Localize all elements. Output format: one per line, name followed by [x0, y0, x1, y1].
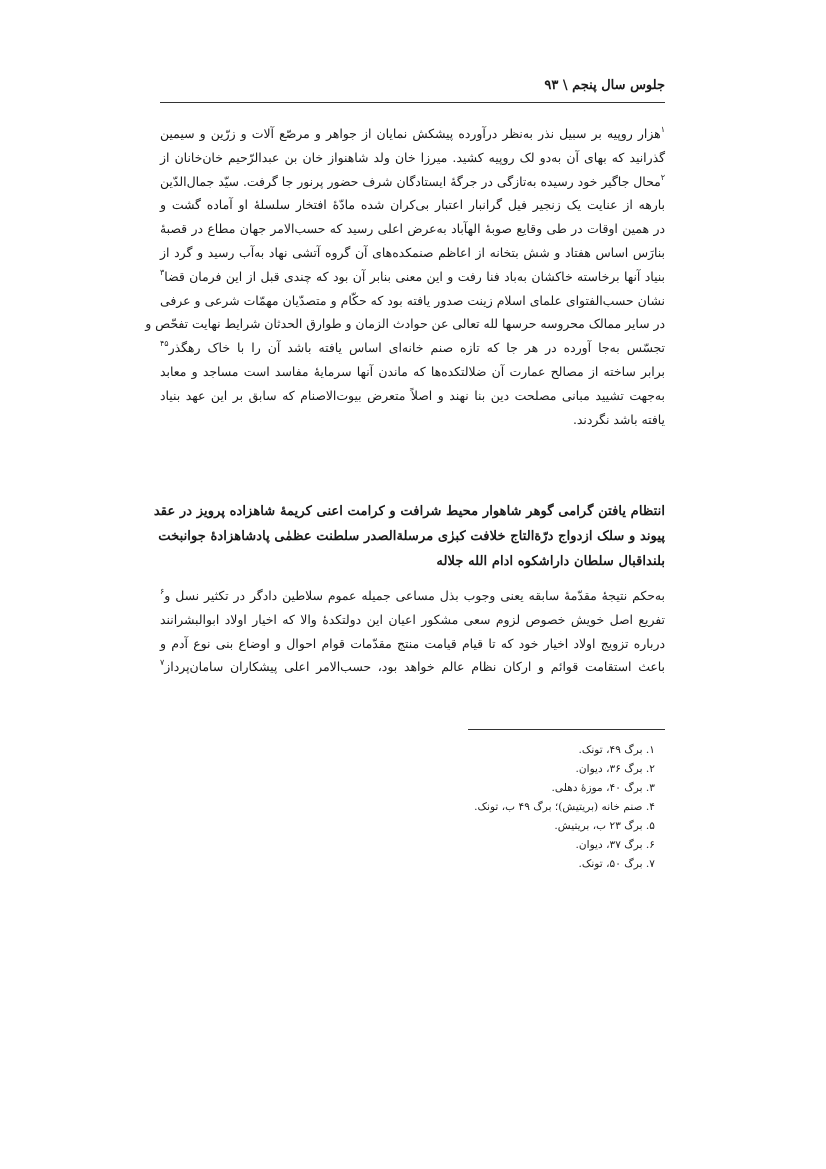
footnote-item: ۴. صنم خانه (بریتیش)؛ برگ ۴۹ ب، تونک. [474, 801, 655, 813]
text-line: در سایر ممالک محروسه حرسها لله تعالی عن حوادث الزمان و طوارق الحدثان شرایط نهایت تفحّص و [145, 316, 665, 332]
text-line: برابر ساخته از مصالح عمارت آن ضلالتکده‌ها که ماندن آنها سرمایهٔ مفاسد است مساجد و معابد [160, 363, 665, 379]
text-line: تفریع اصل خویش خصوص لزوم سعی مشکور اعیان این دولتکدهٔ والا که اخیار اولاد ابوالبشرانند [160, 611, 665, 627]
footnote-mark: ۷ [160, 658, 165, 668]
text-line: بنارَس اساس هفتاد و شش بتخانه از اعاظم صنمکده‌های آن گروه آتشی نهاد به‌آب رسید و گرد از [160, 244, 665, 260]
text-line: درباره تزویج اولاد اخیار خود که تا قیام قیامت منتج مقدّمات قوام احوال و اوضاع بنی نوع آدم و [160, 635, 665, 651]
footnote-item: ۵. برگ ۲۳ ب، بریتیش. [554, 820, 655, 832]
footnote-mark: ۶ [160, 587, 165, 596]
heading-line: انتظام یافتن گرامی گوهر شاهوار محیط شرافت و کرامت اعنی کریمهٔ شاهزاده پرویز در عقد [153, 504, 665, 519]
footnote-item: ۶. برگ ۳۷، دیوان. [575, 839, 655, 851]
paragraph-1 [145, 122, 665, 431]
footnote-mark: ۱ [660, 125, 665, 134]
heading-line: بلنداقبال سلطان داراشکوه ادام الله جلاله [436, 554, 665, 569]
text-line: تجسّس به‌جا آورده در هر جا که تازه صنم خانه‌ای اساس یافته باشد آن را با خاک رهگذر$^{۴۵}$ [160, 339, 665, 356]
text-line: گذرانید که بهای آن به‌دو لک روپیه کشید. میرزا خان ولد شاهنواز خان بن عبدالرّحیم خان‌خانان از [160, 149, 665, 165]
text-line: نشان حسب‌الفتوای علمای اسلام زینت صدور یافته بود که حکّام و متصدّیان مهمّات شرعی و عرفی [160, 292, 665, 308]
heading-line: پیوند و سلک ازدواج درّةالتاج خلافت کبرٰی مرسلةالصدر سلطنت عظمٰی پادشاهزادهٔ جوانبخت [158, 529, 665, 544]
paragraph-2 [160, 584, 665, 679]
footnote-separator [468, 729, 665, 730]
footnote-item: ۱. برگ ۴۹، تونک. [578, 744, 655, 756]
text-line: باعث استقامت قوائم و ارکان نظام عالم خواهد بود، حسب‌الامر اعلی پیشکاران سامان‌پرداز$^۷$ [160, 658, 665, 675]
text-line: یافته باشد نگردند. [572, 411, 665, 427]
text-line: به‌جهت تشیید مبانی مصلحت دین بنا نهند و اصلاً متعرض بیوت‌الاصنام که سابق بر این عهد بنیاد [160, 387, 665, 403]
text-line: در همین اوقات در طی وقایع صوبهٔ الهآباد به‌عرض اعلی رسید که حسب‌الامر جهان مطاع در قصبهٔ [160, 221, 665, 237]
running-head: جلوس سال پنجم \ ۹۳ [544, 78, 665, 93]
footnotes [360, 741, 665, 874]
text-line: بارهه از عنایت یک زنجیر فیل گرانبار اعتبار بی‌کران شده مادّهٔ افتخار سلسلهٔ او آماده گشت و [160, 197, 665, 213]
text-line: بنیاد آنها برخاسته خاکشان به‌باد فنا رفت و این معنی بنابر آن بود که چندی قبل از این فرمان قضا$^۳$ [160, 267, 665, 284]
page-header [160, 66, 665, 103]
text-line: $^۱$هزار روپیه بر سبیل نذر به‌نظر درآورده پیشکش نمایان از جواهر و مرصّع آلات و زرّین و سیمین [160, 125, 665, 141]
footnote-item: ۳. برگ ۴۰، موزهٔ دهلی. [551, 782, 655, 794]
footnote-item: ۷. برگ ۵۰، تونک. [578, 858, 655, 870]
footnote-mark: ۲ [660, 172, 665, 182]
section-heading [153, 499, 665, 574]
footnote-item: ۲. برگ ۳۶، دیوان. [575, 763, 655, 775]
footnote-mark: ۵ [164, 339, 169, 349]
text-line: $^۲$محال جاگیر خود رسیده به‌تازگی در جرگهٔ ایستادگان شرف حضور پرنور جا گرفت. سیّد جمال‌الدّین [160, 172, 665, 189]
footnote-mark: ۳ [160, 267, 165, 277]
footnote-mark: ۴ [160, 339, 165, 349]
text-line: به‌حکم نتیجهٔ مقدّمهٔ سابقه یعنی وجوب بذل مساعی جمیله عموم سلاطین دادگر در تکثیر نسل و$^۶$ [160, 587, 665, 603]
